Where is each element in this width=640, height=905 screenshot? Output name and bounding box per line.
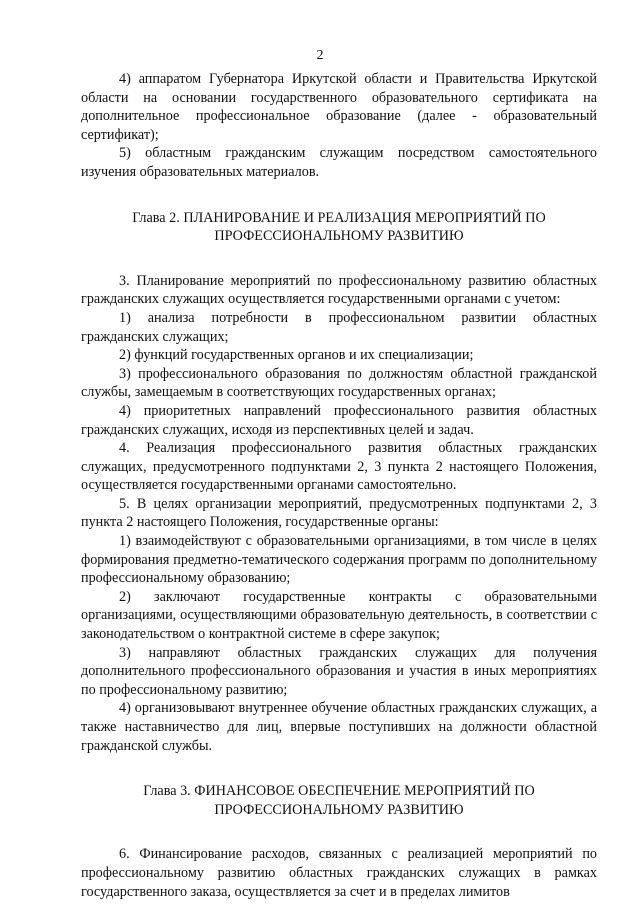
paragraph-3-item-2: 2) функций государственных органов и их специализации;: [119, 347, 474, 364]
paragraph-6: 6. Финансирование расходов, связанных с реализацией мероприятий по профессиональному развитию областных гражданских служащих в рамках государственного заказа, осуществляется за счет и в пределах лимитов: [81, 846, 597, 900]
paragraph-4: 4. Реализация профессионального развития областных гражданских служащих, предусмотренного подпунктами 2, 3 пункта 2 настоящего Положения, осуществляется государственными органами самостоятельно.: [81, 440, 597, 494]
chapter-3-heading-line1: Глава 3. ФИНАНСОВОЕ ОБЕСПЕЧЕНИЕ МЕРОПРИЯТИЙ ПО: [143, 783, 535, 800]
document-body: [81, 70, 597, 901]
paragraph-5: 5. В целях организации мероприятий, предусмотренных подпунктами 2, 3 пункта 2 настоящего Положения, государственные органы:: [81, 495, 597, 531]
paragraph-5-item-1: 1) взаимодействуют с образовательными организациями, в том числе в целях формирования предметно-тематического содержания программ по дополнительному профессиональному образованию;: [81, 533, 597, 587]
paragraph-item-5: 5) областным гражданским служащим посредством самостоятельного изучения образовательных материалов.: [81, 145, 597, 180]
paragraph-3-item-1: 1) анализа потребности в профессиональном развитии областных гражданских служащих;: [81, 309, 597, 345]
chapter-3-heading-line2: ПРОФЕССИОНАЛЬНОМУ РАЗВИТИЮ: [214, 801, 464, 818]
paragraph-3: 3. Планирование мероприятий по профессиональному развитию областных гражданских служащих осуществляется государственными органами с учетом:: [81, 272, 597, 308]
chapter-2-heading-line1: Глава 2. ПЛАНИРОВАНИЕ И РЕАЛИЗАЦИЯ МЕРОПРИЯТИЙ ПО: [132, 209, 546, 226]
paragraph-5-item-3: 3) направляют областных гражданских служащих для получения дополнительного профессионального образования и участия в иных мероприятиях по профессиональному развитию;: [81, 644, 597, 698]
chapter-2-heading: [81, 209, 597, 246]
paragraph-3-item-3: 3) профессионального образования по должностям областной гражданской службы, замещаемым в соответствующих государственных органах;: [81, 365, 597, 401]
chapter-3-heading: [81, 782, 597, 819]
page-number: 2: [316, 48, 324, 63]
paragraph-5-item-4: 4) организовывают внутреннее обучение областных гражданских служащих, а также наставничество для лиц, впервые поступивших на должности областной гражданской службы.: [81, 700, 597, 754]
paragraph-3-item-4: 4) приоритетных направлений профессионального развития областных гражданских служащих, исходя из перспективных целей и задач.: [81, 402, 597, 438]
paragraph-5-item-2: 2) заключают государственные контракты с образовательными организациями, осуществляющими образовательную деятельность, в соответствии с законодательством о контрактной системе в сфере закупок;: [81, 588, 597, 643]
paragraph-item-4: 4) аппаратом Губернатора Иркутской области и Правительства Иркутской области на основании государственного образовательного сертификата на дополнительное профессиональное образование (далее - образовательный сертификат);: [81, 71, 597, 143]
chapter-2-heading-line2: ПРОФЕССИОНАЛЬНОМУ РАЗВИТИЮ: [214, 228, 464, 245]
